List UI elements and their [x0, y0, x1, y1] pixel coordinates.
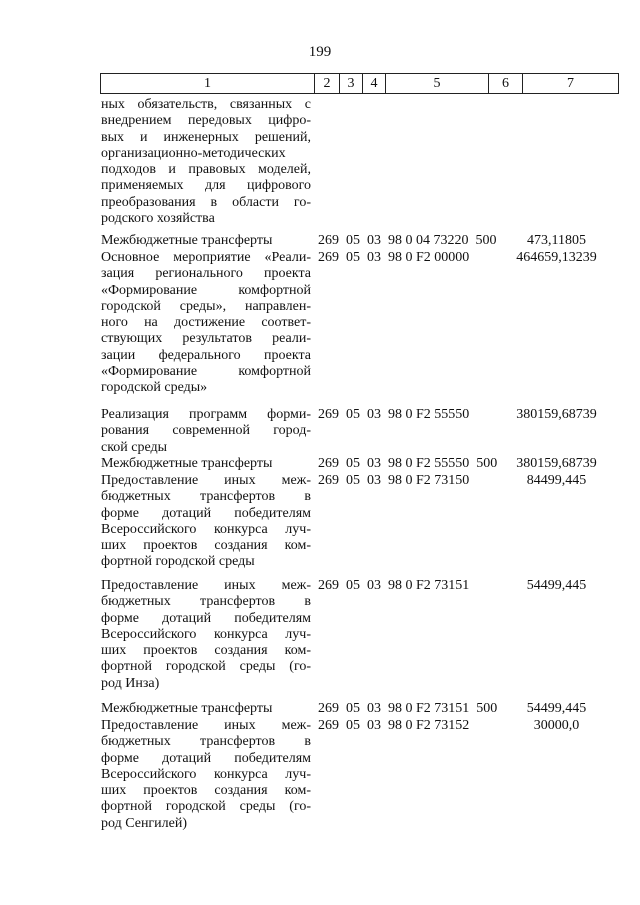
- row-codes: 269 05 03 98 0 F2 73152: [318, 718, 470, 733]
- page-number: 199: [308, 44, 332, 60]
- description-line: городской среды», направлен-: [101, 298, 311, 314]
- row-codes: 269 05 03 98 0 04 73220 500: [318, 233, 497, 248]
- description-line: форме дотаций победителям: [101, 610, 311, 626]
- description-line: ных обязательств, связанных с: [101, 97, 311, 112]
- description-line: организационно-методических: [101, 145, 286, 161]
- description-line: бюджетных трансфертов в: [101, 734, 311, 750]
- description-line: вых и инженерных решений,: [101, 129, 311, 145]
- description-line: фортной городской среды (го-: [101, 659, 311, 675]
- description-line: Межбюджетные трансферты: [101, 233, 273, 248]
- description-line: Межбюджетные трансферты: [101, 701, 273, 716]
- row-amount: 54499,445: [526, 701, 587, 716]
- row-codes: 269 05 03 98 0 F2 73151 500: [318, 701, 498, 716]
- description-line: Всероссийского конкурса луч-: [101, 626, 311, 642]
- description-line: применяемых для цифрового: [101, 178, 311, 194]
- row-description: [101, 97, 311, 227]
- row-amount: 473,11805: [527, 233, 586, 248]
- row-amount: 84499,445: [526, 473, 587, 488]
- description-line: городской среды»: [101, 380, 208, 396]
- row-codes: 269 05 03 98 0 F2 55550 500: [318, 456, 498, 471]
- description-line: Предоставление иных меж-: [101, 473, 311, 488]
- description-line: Всероссийского конкурса луч-: [101, 766, 311, 782]
- description-line: зации федерального проекта: [101, 347, 311, 363]
- row-description: [101, 407, 311, 456]
- description-line: ской среды: [101, 439, 168, 455]
- description-line: подходов и правовых моделей,: [101, 162, 311, 178]
- description-line: ного на достижение соответ-: [101, 315, 311, 331]
- row-codes: 269 05 03 98 0 F2 73150: [318, 473, 470, 488]
- row-description: [101, 701, 311, 717]
- description-line: фортной городской среды (го-: [101, 799, 311, 815]
- header-col-5: 5: [386, 74, 489, 94]
- row-description: [101, 473, 311, 571]
- header-col-1: 1: [101, 74, 315, 94]
- description-line: Всероссийского конкурса луч-: [101, 521, 311, 537]
- description-line: форме дотаций победителям: [101, 750, 311, 766]
- description-line: бюджетных трансфертов в: [101, 594, 311, 610]
- header-col-3: 3: [340, 74, 363, 94]
- description-line: ствующих результатов реали-: [101, 331, 311, 347]
- description-line: форме дотаций победителям: [101, 505, 311, 521]
- description-line: Предоставление иных меж-: [101, 718, 311, 733]
- description-line: бюджетных трансфертов в: [101, 489, 311, 505]
- row-amount: 380159,68739: [516, 407, 597, 422]
- description-line: «Формирование комфортной: [101, 364, 311, 380]
- description-line: фортной городской среды: [101, 554, 255, 570]
- description-line: ших проектов создания ком-: [101, 643, 311, 659]
- row-description: [101, 233, 311, 249]
- description-line: «Формирование комфортной: [101, 282, 311, 298]
- description-line: Основное мероприятие «Реали-: [101, 250, 311, 265]
- description-line: родского хозяйства: [101, 211, 215, 227]
- header-col-7: 7: [523, 74, 619, 94]
- row-description: [101, 718, 311, 832]
- description-line: род Сенгилей): [101, 815, 188, 831]
- row-codes: 269 05 03 98 0 F2 73151: [318, 578, 470, 593]
- table-header: [100, 73, 619, 94]
- row-description: [101, 578, 311, 692]
- description-line: ших проектов создания ком-: [101, 538, 311, 554]
- description-line: ших проектов создания ком-: [101, 783, 311, 799]
- row-amount: 54499,445: [526, 578, 587, 593]
- row-description: [101, 250, 311, 397]
- row-amount: 30000,0: [533, 718, 580, 733]
- description-line: Реализация программ форми-: [101, 407, 311, 422]
- row-codes: 269 05 03 98 0 F2 55550: [318, 407, 470, 422]
- row-codes: 269 05 03 98 0 F2 00000: [318, 250, 470, 265]
- description-line: Межбюджетные трансферты: [101, 456, 273, 471]
- description-line: род Инза): [101, 675, 160, 691]
- header-col-6: 6: [489, 74, 523, 94]
- header-col-2: 2: [315, 74, 340, 94]
- description-line: внедрением передовых цифро-: [101, 113, 311, 129]
- header-col-4: 4: [363, 74, 386, 94]
- row-amount: 380159,68739: [516, 456, 597, 471]
- row-amount: 464659,13239: [516, 250, 597, 265]
- description-line: зация регионального проекта: [101, 266, 311, 282]
- row-description: [101, 456, 311, 472]
- description-line: рования современной город-: [101, 423, 311, 439]
- description-line: Предоставление иных меж-: [101, 578, 311, 593]
- description-line: преобразования в области го-: [101, 194, 311, 210]
